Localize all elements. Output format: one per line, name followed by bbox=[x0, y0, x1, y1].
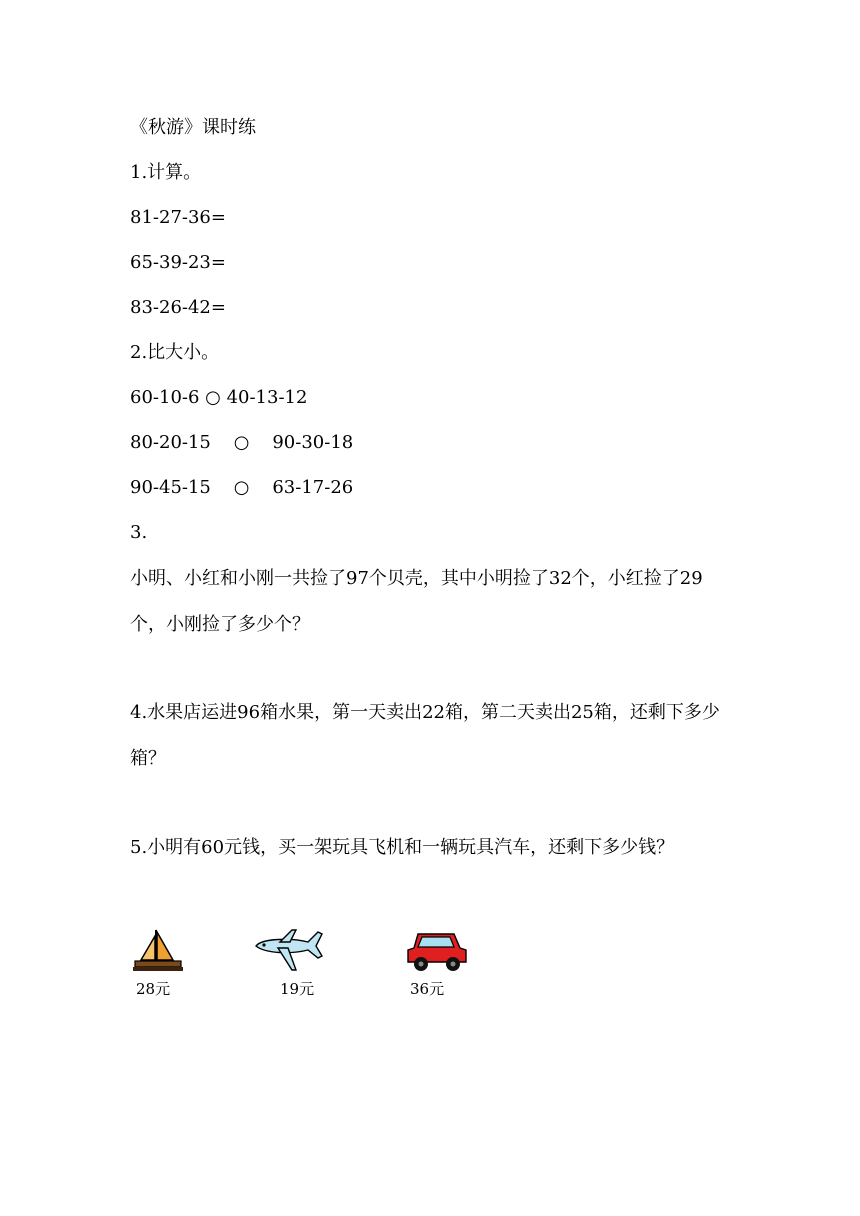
q3-text: 小明、小红和小刚一共捡了97个贝壳，其中小明捡了32个，小红捡了29个，小刚捡了多少个？ bbox=[130, 568, 703, 635]
sailboat-icon bbox=[133, 928, 183, 974]
car-icon bbox=[404, 928, 470, 974]
q1-item: 81-27-36= bbox=[130, 207, 226, 228]
toy-car bbox=[404, 928, 470, 978]
q1-heading: 1.计算。 bbox=[130, 162, 202, 183]
q5-text: 5.小明有60元钱，买一架玩具飞机和一辆玩具汽车，还剩下多少钱？ bbox=[130, 837, 675, 858]
q1-item: 65-39-23= bbox=[130, 252, 226, 273]
q3-number: 3. bbox=[130, 522, 148, 543]
airplane-icon bbox=[252, 926, 326, 974]
q2-item: 90-45-15 ○ 63-17-26 bbox=[130, 477, 354, 498]
worksheet-title: 《秋游》课时练 bbox=[130, 117, 256, 138]
q1-item: 83-26-42= bbox=[130, 297, 226, 318]
q4-text: 4.水果店运进96箱水果，第一天卖出22箱，第二天卖出25箱，还剩下多少箱？ bbox=[130, 702, 720, 769]
toy-sailboat bbox=[133, 928, 183, 978]
toy-price: 28元 bbox=[136, 980, 171, 998]
q2-item: 80-20-15 ○ 90-30-18 bbox=[130, 432, 354, 453]
toy-airplane bbox=[252, 926, 326, 978]
toy-price: 36元 bbox=[410, 980, 445, 998]
q2-heading: 2.比大小。 bbox=[130, 342, 220, 363]
toy-price: 19元 bbox=[280, 980, 315, 998]
q2-item: 60-10-6 ○ 40-13-12 bbox=[130, 387, 308, 408]
